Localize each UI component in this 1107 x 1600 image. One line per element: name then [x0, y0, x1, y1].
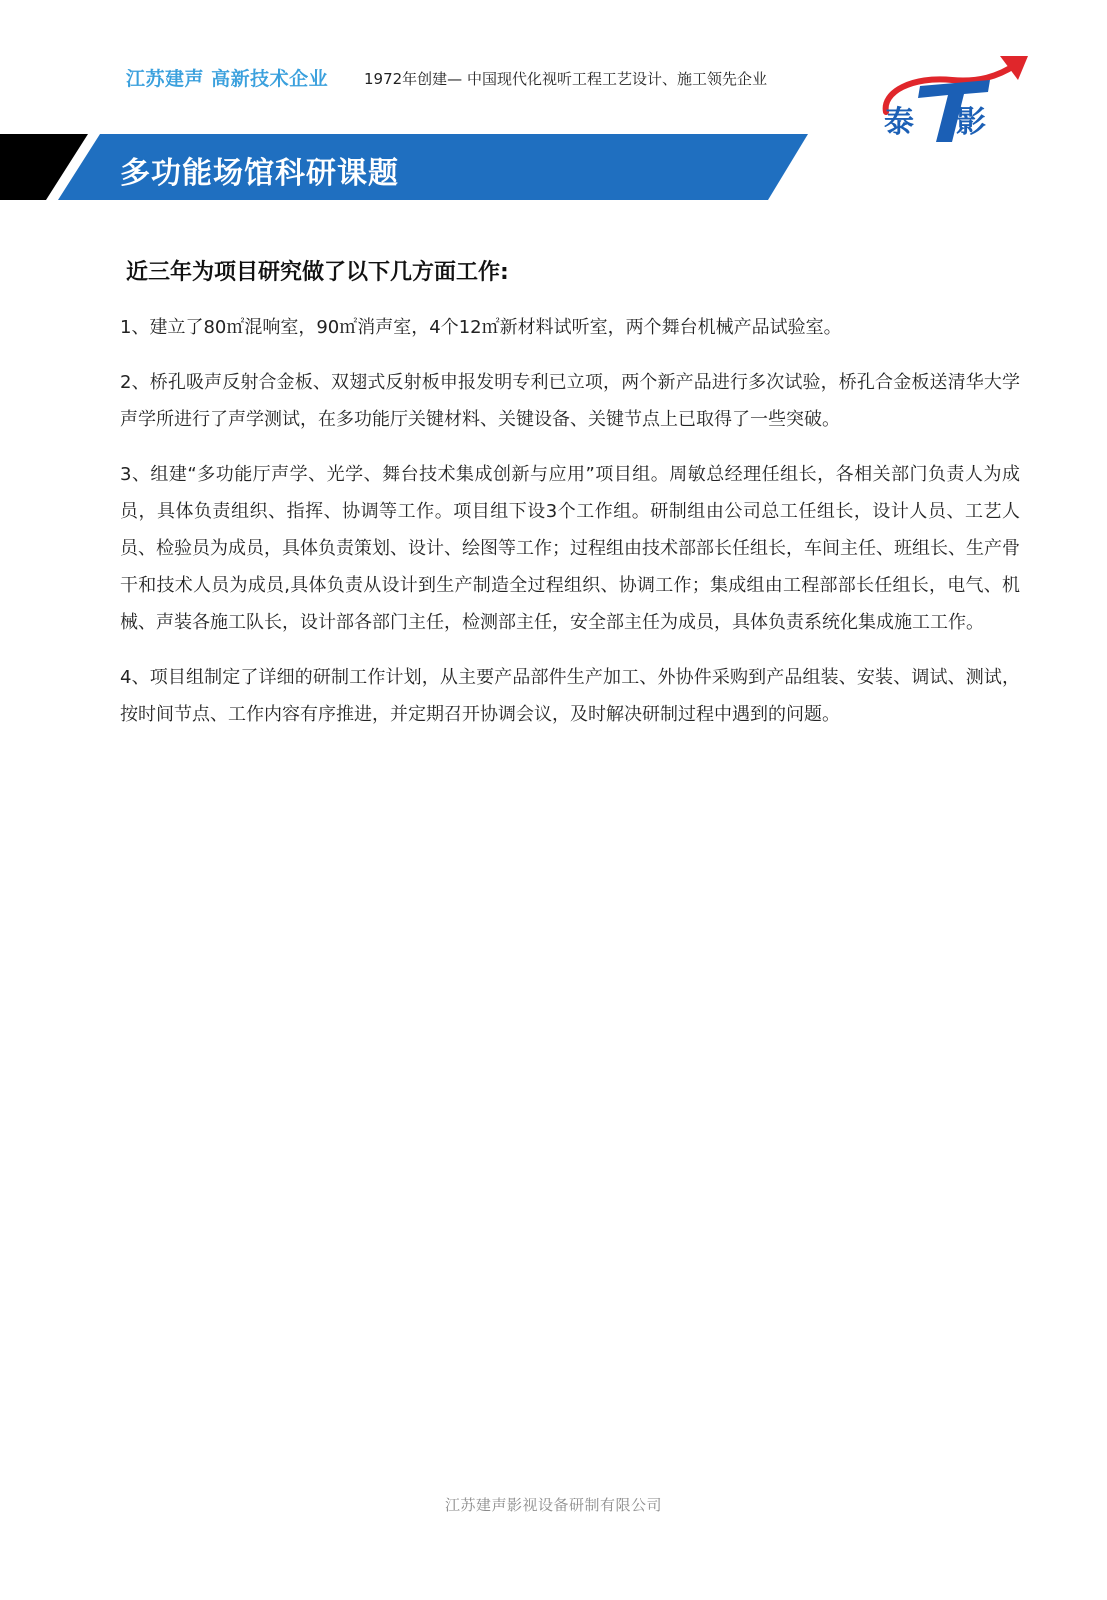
paragraph-3: 3、组建“多功能厅声学、光学、舞台技术集成创新与应用”项目组。周敏总经理任组长，各相关部门负责人为成员，具体负责组织、指挥、协调等工作。项目组下设3个工作组。研制组由公司总工任组长，设计人员、工艺人员、检验员为成员，具体负责策划、设计、绘图等工作；过程组由技术部部长任组长，车间主任、班组长、生产骨干和技术人员为成员,具体负责从设计到生产制造全过程组织、协调工作；集成组由工程部部长任组长，电气、机械、声装各施工队长，设计部各部门主任，检测部主任，安全部主任为成员，具体负责系统化集成施工工作。	[120, 464, 1020, 633]
header-tagline: 1972年创建— 中国现代化视听工程工艺设计、施工领先企业	[364, 70, 767, 88]
company-logo	[872, 50, 1030, 150]
header-slogan: 江苏建声 高新技术企业	[126, 68, 329, 90]
page-title: 多功能场馆科研课题	[120, 156, 399, 191]
logo-text-right: 影	[956, 105, 986, 140]
logo-text-left: 泰	[884, 105, 914, 140]
paragraph-1: 1、建立了80㎡混响室，90㎡消声室，4个12㎡新材料试听室，两个舞台机械产品试验室。	[120, 317, 842, 338]
main-content	[120, 255, 1020, 751]
footer-company: 江苏建声影视设备研制有限公司	[444, 1496, 662, 1514]
section-banner	[0, 134, 820, 200]
paragraph-2: 2、桥孔吸声反射合金板、双翅式反射板申报发明专利已立项，两个新产品进行多次试验，桥孔合金板送清华大学声学所进行了声学测试，在多功能厅关键材料、关键设备、关键节点上已取得了一些突破。	[120, 372, 1020, 430]
logo-mark	[872, 50, 1030, 150]
paragraph-4: 4、项目组制定了详细的研制工作计划，从主要产品部件生产加工、外协件采购到产品组装、安装、调试、测试，按时间节点、工作内容有序推进，并定期召开协调会议，及时解决研制过程中遇到的问题。	[120, 667, 1020, 725]
intro-heading: 近三年为项目研究做了以下几方面工作:	[126, 260, 509, 285]
